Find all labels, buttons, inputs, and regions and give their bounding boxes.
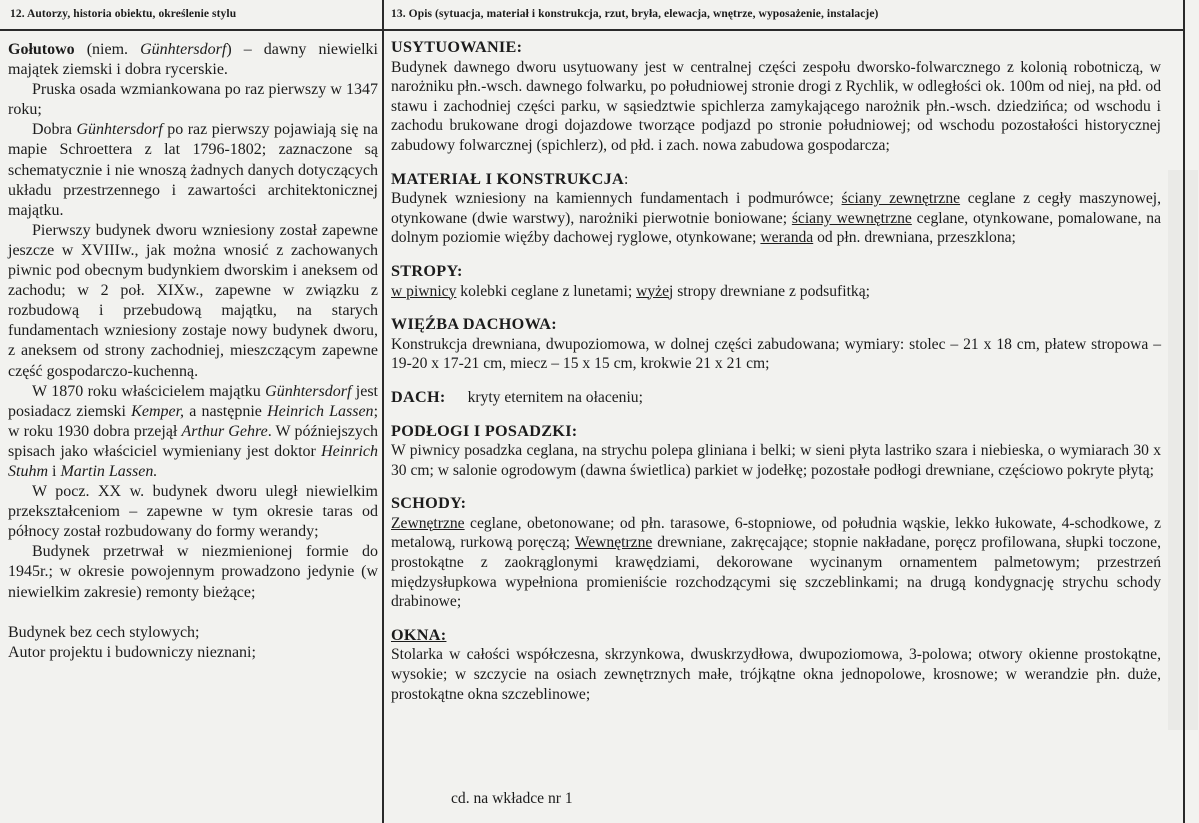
text-run: ceglane, obetonowane; od płn. tarasowe, 6-stopniowe, od południa wąskie, lekko łukowate, 4-schodkowe, z metalową, rurkową poręczą; — [391, 514, 1161, 552]
text-run: : — [623, 170, 629, 188]
spacer — [391, 248, 1161, 262]
underlined-term: Zewnętrzne — [391, 514, 465, 532]
history-paragraph: W pocz. XX w. budynek dworu uległ niewielkim przekształceniom – zapewne w tym okresie taras od północy został rozbudowany do formy werandy; — [8, 483, 378, 541]
german-name: Günhtersdorf — [265, 382, 352, 400]
underlined-term: weranda — [760, 229, 814, 247]
owner-name: Heinrich Stuhm — [8, 442, 378, 480]
section-text — [391, 189, 1161, 248]
spacer — [391, 480, 1161, 494]
section-text: kryty eternitem na ołaceniu; — [467, 388, 643, 406]
style-note: Budynek bez cech stylowych; — [8, 623, 200, 641]
section-schody — [391, 494, 1161, 612]
section-text: Konstrukcja drewniana, dwupoziomowa, w dolnej części zabudowana; wymiary: stolec – 21 x 18 cm, płatew stropowa – 19-20 x 17-21 cm, miecz – 15 x 15 cm, krokwie 21 x 21 cm; — [391, 335, 1161, 373]
section-text: W piwnicy posadzka ceglana, na strychu polepa gliniana i belki; w sieni płyta lastriko szara i niebieska, o wymiarach 30 x 30 cm; w salonie ogrodowym (dawna świetlica) parkiet w jodełkę; pozostałe podłogi drewniane, częściowo pokryte płytą; — [391, 442, 1161, 479]
section-material — [391, 170, 1161, 248]
section-stropy — [391, 262, 1161, 301]
history-paragraph: Budynek przetrwał w niezmienionej formie do 1945r.; w okresie powojennym prowadzono jedynie (w niewielkim zakresie) remonty bieżące; — [8, 543, 378, 601]
right-border — [1183, 0, 1185, 823]
underlined-term: ściany wewnętrzne — [791, 209, 912, 227]
section-heading: WIĘŹBA DACHOWA: — [391, 315, 557, 334]
text-run: Dobra — [32, 121, 77, 139]
spacer — [391, 301, 1161, 315]
text-run: i — [48, 462, 61, 480]
underlined-term: w piwnicy — [391, 282, 457, 300]
spacer — [8, 603, 378, 623]
section-wiezba — [391, 315, 1161, 374]
text-run: Budynek wzniesiony na kamiennych fundamentach i podmurówce; — [391, 190, 842, 208]
description-column — [391, 38, 1161, 704]
underlined-term: wyżej — [636, 282, 674, 300]
owner-name: Kemper, — [131, 402, 185, 420]
text-run: (niem. — [74, 41, 141, 58]
column-divider — [382, 0, 384, 823]
german-name: Günhtersdorf — [76, 121, 163, 139]
owner-name: Arthur Gehre — [181, 422, 268, 440]
history-paragraph — [8, 382, 378, 482]
underlined-term: ściany zewnętrzne — [841, 190, 961, 208]
section-podlogi — [391, 422, 1161, 481]
text-run: stropy drewniane z podsufitką; — [673, 282, 870, 300]
text-run: drewniane, zakręcające; stopnie nakładane, poręcz profilowana, słupki toczone, prostokątne z zaokrąglonymi krawędziami, dekorowane wycinanym ornamentem palmetowym; przestrzeń międzysłupkowa wypełniona promieniście rozchodzącymi się szczeblinkami; na drugą kondygnację strychu schody drabinowe; — [391, 534, 1161, 611]
text-run: ; w roku 1930 dobra przejął — [8, 402, 379, 440]
german-name: Günhtersdorf — [140, 41, 227, 58]
section-dach — [391, 388, 1161, 408]
section-okna — [391, 626, 1161, 704]
text-run: po raz pierwszy pojawiają się na mapie Schroettera z lat 1796-1802; zaznaczone są schematycznie i nie wnoszą żadnych danych dotyczących układu przestrzennego i zawartości architektonicznej majątku. — [8, 121, 379, 219]
section-text — [391, 514, 1161, 612]
text-run: W 1870 roku właścicielem majątku — [32, 382, 266, 400]
section-usytuowanie — [391, 38, 1161, 156]
left-column-header: 12. Autorzy, historia obiektu, określenie stylu — [10, 8, 237, 20]
history-paragraph — [8, 120, 378, 220]
section-heading: PODŁOGI I POSADZKI: — [391, 421, 578, 440]
history-paragraph: Pruska osada wzmiankowana po raz pierwszy w 1347 roku; — [8, 81, 378, 119]
underlined-term: Wewnętrzne — [574, 534, 653, 552]
history-paragraph: Pierwszy budynek dworu wzniesiony został zapewne jeszcze w XVIIIw., jak można wnosić z zachowanych piwnic pod obecnym budynkiem dworskim i aneksem od zachodu; w 2 poł. XIXw., zapewne w związku z rozbudową i przebudową majątku, na starych fundamentach wzniesiony zostaje nowy budynek dworu, z aneksem od strony zachodniej, mieszczącym zapewne część gospodarczo-kuchenną. — [8, 221, 378, 380]
text-run: od płn. drewniana, przeszklona; — [813, 229, 1016, 247]
section-heading: MATERIAŁ I KONSTRUKCJA — [391, 169, 624, 188]
owner-name: Heinrich Lassen — [267, 402, 374, 420]
spacer — [391, 408, 1161, 422]
author-note: Autor projektu i budowniczy nieznani; — [8, 643, 256, 661]
text-run: ) – dawny niewielki majątek ziemski i dobra rycerskie. — [8, 41, 378, 79]
section-heading-line — [391, 170, 1161, 190]
section-heading: SCHODY: — [391, 494, 467, 513]
history-column — [8, 40, 378, 663]
section-text — [391, 282, 1161, 302]
text-run: . W późniejszych spisach jako właściciel wymieniany jest doktor — [8, 422, 379, 460]
text-run: kolebki ceglane z lunetami; — [456, 282, 637, 300]
continuation-note: cd. na wkładce nr 1 — [451, 790, 573, 807]
header-rule — [0, 29, 1183, 31]
section-text: Budynek dawnego dworu usytuowany jest w centralnej części zespołu dworsko-folwarcznego z kolonią robotniczą, w narożniku płn.-wsch. dawnego folwarku, po południowej stronie drogi z Rychlik, w odległości ok. 100m od niej, na płd. od stawu i zachodniej części parku, w sąsiedztwie spichlerza zamykającego narożnik płn.-wsch. dziedzińca; od wschodu i zachodu brukowane drogi dojazdowe tworzące podjazd po stronie południowej; od wschodu pozostałości historycznej zabudowy folwarcznej (spichlerz), od płd. i zach. nowa zabudowa gospodarcza; — [391, 58, 1161, 154]
section-heading: OKNA: — [391, 625, 447, 644]
text-run: ceglane, otynkowane, pomalowane, na dolnym poziomie więźby dachowej ryglowe, otynkowane; — [391, 209, 1162, 247]
spacer — [391, 156, 1161, 170]
owner-name: Martin Lassen. — [60, 462, 158, 480]
place-name: Gołutowo — [8, 41, 75, 58]
text-run: ceglane z cegły maszynowej, otynkowane (dwie warstwy), narożniki pierwotnie boniowane; — [391, 190, 1161, 227]
right-column-header: 13. Opis (sytuacja, materiał i konstrukcja, rzut, bryła, elewacja, wnętrze, wyposażenie, instalacje) — [391, 8, 879, 20]
spacer — [391, 612, 1161, 626]
section-heading: STROPY: — [391, 261, 463, 280]
history-paragraph — [8, 40, 378, 80]
section-text: Stolarka w całości współczesna, skrzynkowa, dwuskrzydłowa, dwupoziomowa, 3-polowa; otwory okienne prostokątne, wysokie; w szczycie na osiach zewnętrznych małe, trójkątne okna jednopolowe, krosnowe; w werandzie płn. duże, prostokątne okna szczeblinowe; — [391, 646, 1161, 703]
section-heading: USYTUOWANIE: — [391, 38, 523, 56]
spacer — [391, 374, 1161, 388]
text-run: a następnie — [184, 402, 268, 420]
section-heading: DACH: — [391, 387, 446, 406]
text-run: jest posiadacz ziemski — [8, 382, 378, 420]
